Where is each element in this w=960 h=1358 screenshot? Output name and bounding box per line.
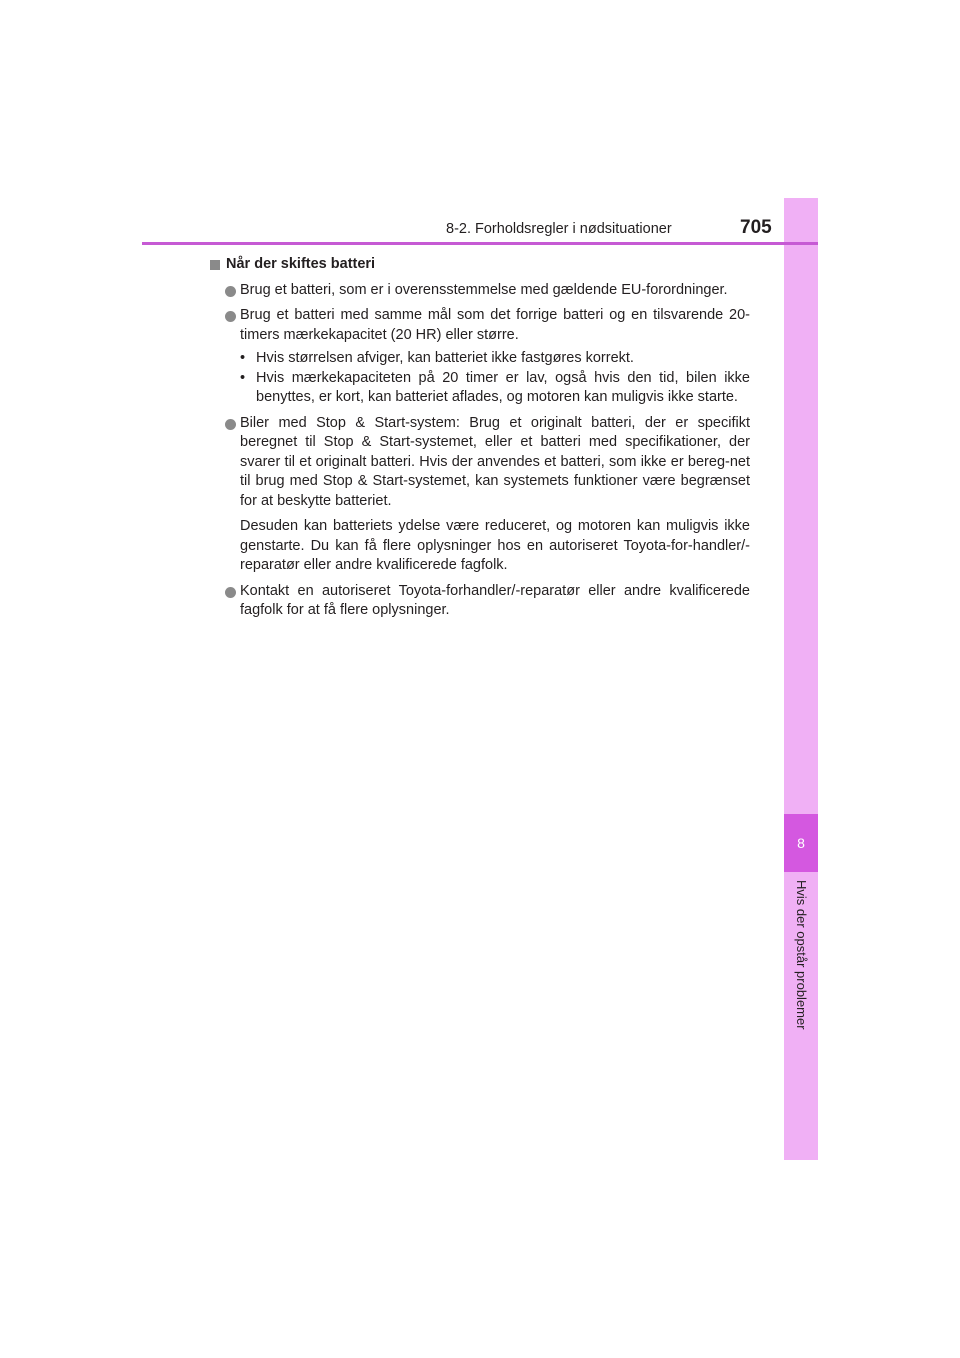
paragraph: Desuden kan batteriets ydelse være reduceret, og motoren kan muligvis ikke genstarte. Du kan få flere oplysninger hos en autoriseret Toyota-for-handler/-reparatør eller andre kvalificerede fagfolk.: [240, 518, 750, 573]
header-divider: [142, 242, 818, 245]
chapter-label: Hvis der opstår problemer: [794, 880, 809, 1030]
sub-list-item: [240, 369, 750, 408]
chapter-number: 8: [797, 835, 805, 851]
section-heading: [210, 255, 750, 275]
list-item: [210, 582, 750, 621]
header-section-title: 8-2. Forholdsregler i nødsituationer: [446, 221, 672, 237]
sub-list-item-text: Hvis størrelsen afviger, kan batteriet ikke fastgøres korrekt.: [256, 350, 634, 366]
square-bullet-icon: [210, 260, 220, 270]
sub-list-item-text: Hvis mærkekapaciteten på 20 timer er lav, også hvis den tid, bilen ikke benyttes, er kort, kan batteriet aflades, og motoren kan muligvis ikke starte.: [256, 369, 750, 405]
circle-bullet-icon: [225, 311, 236, 322]
list-item: [210, 281, 750, 301]
circle-bullet-icon: [225, 587, 236, 598]
list-item-text: Brug et batteri, som er i overensstemmelse med gældende EU-forordninger.: [240, 281, 728, 298]
list-item-text: Kontakt en autoriseret Toyota-forhandler/-reparatør eller andre kvalificerede fagfolk for at få flere oplysninger.: [240, 582, 750, 618]
main-content: [210, 255, 750, 627]
list-item-text: Biler med Stop & Start-system: Brug et originalt batteri, der er specifikt beregnet til Stop & Start-systemet, eller et batteri med specifikationer, der svarer til et originalt batteri. Hvis der anvendes et batteri, som ikke er bereg-net til brug med Stop & Start-systemet, kan systemets funktioner være begrænset for at beskytte batteriet.: [240, 414, 750, 509]
circle-bullet-icon: [225, 286, 236, 297]
chapter-number-box: [784, 814, 818, 872]
list-item-text: Brug et batteri med samme mål som det forrige batteri og en tilsvarende 20-timers mærkekapacitet (20 HR) eller større.: [240, 307, 750, 343]
heading-text: Når der skiftes batteri: [226, 256, 376, 272]
sub-list: [210, 349, 750, 408]
dot-bullet-icon: •: [240, 369, 246, 386]
page-number: 705: [740, 217, 772, 238]
dot-bullet-icon: •: [240, 350, 246, 366]
circle-bullet-icon: [225, 419, 236, 430]
list-item: [210, 306, 750, 345]
sub-list-item: [240, 349, 750, 369]
list-item: [210, 414, 750, 512]
